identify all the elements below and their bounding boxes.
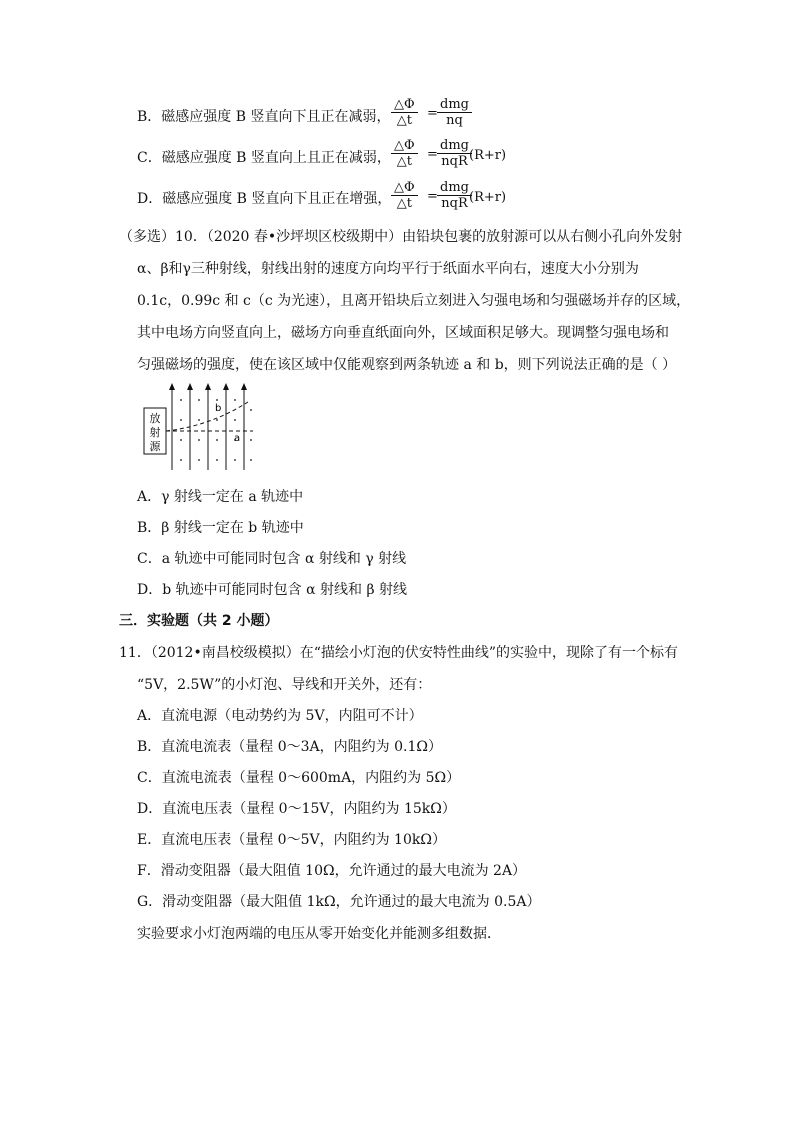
arrowhead bbox=[187, 383, 193, 390]
track-b-label: b bbox=[215, 403, 222, 414]
section-heading: 三．实验题（共 2 小题） bbox=[119, 613, 279, 629]
source-label-char: 射 bbox=[149, 426, 161, 439]
fraction-denominator: nqR bbox=[441, 154, 468, 169]
fraction-numerator: △Φ bbox=[391, 138, 418, 154]
flux-fraction bbox=[391, 138, 418, 169]
arrowhead bbox=[241, 383, 247, 390]
resistance-sum: (R+r) bbox=[469, 148, 507, 163]
rhs-fraction bbox=[437, 180, 472, 211]
equipment-a: A．直流电源（电动势约为 5V，内阻可不计） bbox=[137, 708, 423, 724]
equipment-b: B．直流电流表（量程 0～3A，内阻约为 0.1Ω） bbox=[137, 739, 442, 755]
track-b bbox=[166, 402, 248, 431]
option-c: C．a 轨迹中可能同时包含 α 射线和 γ 射线 bbox=[137, 551, 407, 567]
option-b: B．β 射线一定在 b 轨迹中 bbox=[137, 520, 304, 536]
flux-fraction bbox=[391, 180, 418, 211]
equals-sign: = bbox=[427, 189, 438, 204]
equipment-g: G．滑动变阻器（最大阻值 1kΩ，允许通过的最大电流为 0.5A） bbox=[137, 894, 541, 910]
arrowhead bbox=[223, 383, 229, 390]
track-a-label: a bbox=[234, 433, 241, 444]
fraction-denominator: △t bbox=[396, 154, 412, 169]
fraction-numerator: △Φ bbox=[391, 97, 418, 113]
arrowhead bbox=[169, 383, 175, 390]
stem-line: 11．（2012•南昌校级模拟）在“描绘小灯泡的伏安特性曲线”的实验中，现除了有一个标有 bbox=[119, 645, 679, 661]
fraction-numerator: △Φ bbox=[391, 180, 418, 196]
fraction-denominator: nqR bbox=[441, 196, 468, 211]
source-label-char: 源 bbox=[149, 440, 161, 453]
stem-line: α、β和γ三种射线，射线出射的速度方向均平行于纸面水平向右，速度大小分别为 bbox=[137, 261, 639, 277]
fraction-numerator: dmg bbox=[437, 180, 472, 196]
field-diagram bbox=[140, 382, 255, 474]
equipment-e: E．直流电压表（量程 0～5V，内阻约为 10kΩ） bbox=[137, 832, 446, 848]
source-label-char: 放 bbox=[149, 412, 161, 425]
rhs-fraction bbox=[437, 138, 472, 169]
option-text: C．磁感应强度 B 竖直向上且正在减弱， bbox=[137, 150, 391, 166]
flux-fraction bbox=[391, 97, 418, 128]
fraction-numerator: dmg bbox=[437, 138, 472, 154]
fraction-denominator: nq bbox=[446, 113, 463, 128]
electric-field-lines bbox=[172, 388, 244, 470]
stem-line: （多选）10．（2020 春•沙坪坝区校级期中）由铅块包裹的放射源可以从右侧小孔向外发射 bbox=[119, 229, 683, 245]
rhs-fraction bbox=[437, 97, 472, 128]
fraction-numerator: dmg bbox=[437, 97, 472, 113]
fraction-denominator: △t bbox=[396, 113, 412, 128]
arrowhead bbox=[205, 383, 211, 390]
stem-line: 匀强磁场的强度，使在该区域中仅能观察到两条轨迹 a 和 b，则下列说法正确的是（ ） bbox=[137, 357, 677, 373]
stem-line: 0.1c，0.99c 和 c（c 为光速），且离开铅块后立刻进入匀强电场和匀强磁场并存的区域， bbox=[137, 293, 691, 309]
equipment-d: D．直流电压表（量程 0～15V，内阻约为 15kΩ） bbox=[137, 801, 456, 817]
option-a: A．γ 射线一定在 a 轨迹中 bbox=[137, 489, 304, 505]
experiment-requirement: 实验要求小灯泡两端的电压从零开始变化并能测多组数据． bbox=[137, 926, 501, 942]
arrowheads bbox=[169, 383, 247, 390]
option-text: B．磁感应强度 B 竖直向下且正在减弱， bbox=[137, 109, 391, 125]
option-text: D．磁感应强度 B 竖直向下且正在增强， bbox=[137, 191, 392, 207]
stem-line: “5V，2.5W”的小灯泡、导线和开关外，还有： bbox=[137, 677, 432, 693]
equals-sign: = bbox=[427, 147, 438, 162]
stem-line: 其中电场方向竖直向上，磁场方向垂直纸面向外，区域面积足够大。现调整匀强电场和 bbox=[137, 325, 669, 341]
resistance-sum: (R+r) bbox=[469, 190, 507, 205]
equipment-c: C．直流电流表（量程 0～600mA，内阻约为 5Ω） bbox=[137, 770, 461, 786]
equals-sign: = bbox=[427, 106, 438, 121]
fraction-denominator: △t bbox=[396, 196, 412, 211]
equipment-f: F．滑动变阻器（最大阻值 10Ω，允许通过的最大电流为 2A） bbox=[137, 863, 527, 879]
option-d: D．b 轨迹中可能同时包含 α 射线和 β 射线 bbox=[137, 582, 407, 598]
